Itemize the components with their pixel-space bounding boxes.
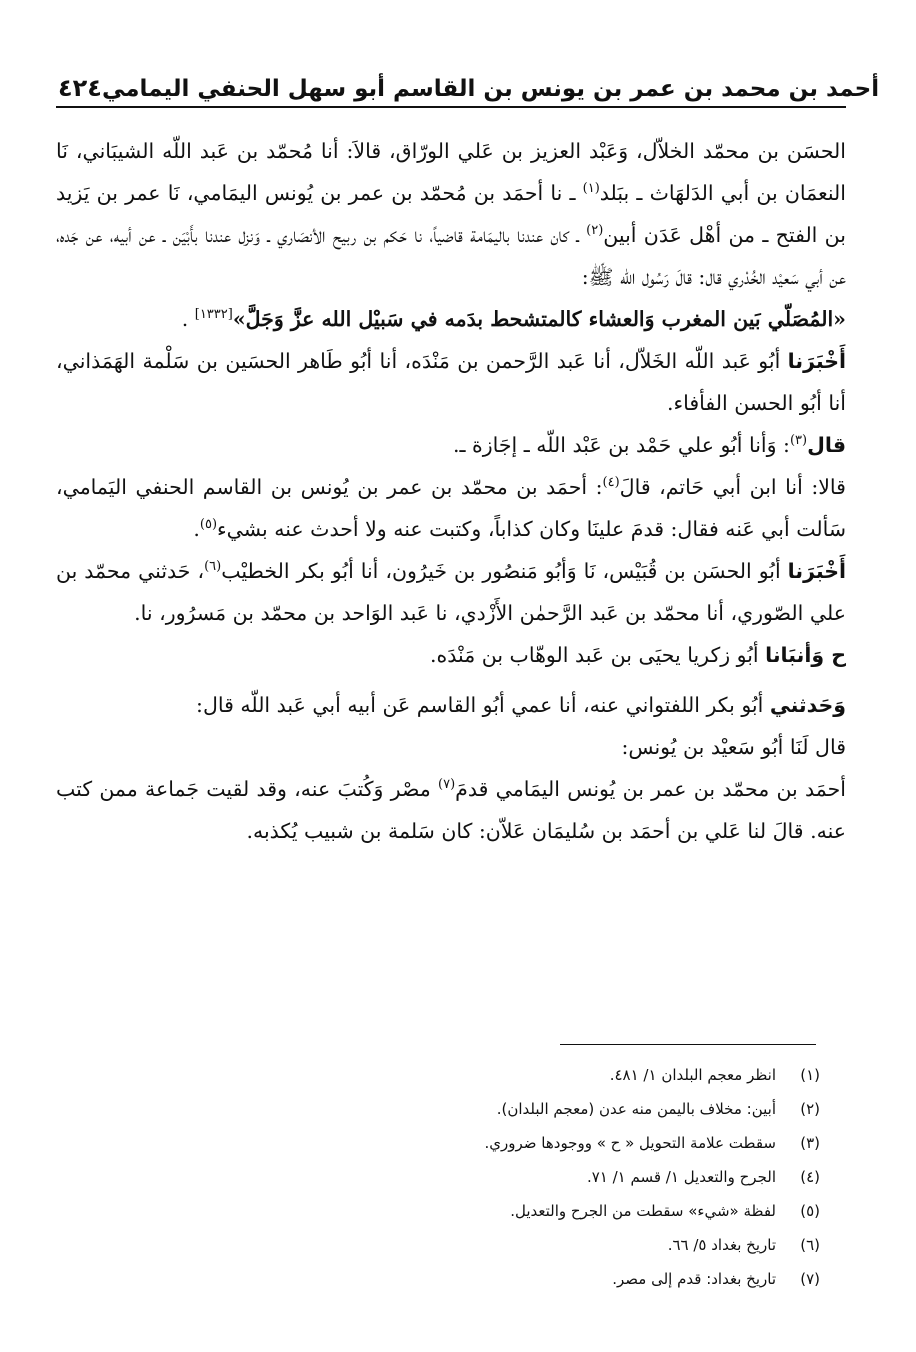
text-run: ـ كان عندنا باليمَامة قاضياً، نا حَكم بن ربيح الأنصَاري ـ وَنزل عندنا بأَبْيَن ـ عن أبيه، عن جَده، عن أبي سَعيْد الخُدْري قال: قالَ رَسُول الله ﷺ: — [56, 223, 846, 289]
text-run: : وَأنا أبُو علي حَمْد بن عَبْد اللّه ـ إجَازة ـ. — [452, 433, 790, 457]
footnote-number: (٦) — [800, 1236, 820, 1254]
paragraph-isnad-4 — [56, 550, 846, 634]
text-run: ـ نا أحمَد بن مُحمّد بن عمر بن يُونس اليمَامي، نَا عمر بن يَزيد بن الفتح ـ من أهْل عَدَن أبين — [56, 181, 846, 247]
footnote-ref: (٢) — [586, 223, 604, 239]
footnote-text: سقطت علامة التحويل « ح » ووجودها ضروري. — [484, 1134, 776, 1152]
text-run: أبُو عَبد اللّه الخَلاّل، أنا عَبد الرَّحمن بن مَنْدَه، أنا أبُو طَاهر الحسَين بن سَلْمة الهَمَذاني، أنا أبُو الحسن الفأفاء. — [56, 349, 846, 415]
paragraph-isnad-6 — [56, 684, 846, 726]
footnote-item — [56, 1126, 820, 1160]
text-run: أبُو بكر اللفتواني عنه، أنا عمي أبُو القاسم عَن أبيه أبي عَبد اللّه قال: — [196, 693, 770, 717]
text-run: قال لَنَا أبُو سَعيْد بن يُونس: — [621, 735, 846, 759]
footnote-ref: (٥) — [199, 517, 218, 533]
footnote-item — [56, 1160, 820, 1194]
paragraph-isnad-5 — [56, 634, 846, 676]
footnote-ref: (٤) — [602, 475, 620, 491]
running-header — [58, 62, 880, 102]
footnote-text: تاريخ بغداد ٥/ ٦٦. — [667, 1236, 776, 1254]
footnote-text: لفظة «شيء» سقطت من الجرح والتعديل. — [510, 1202, 776, 1220]
header-rule — [56, 106, 846, 108]
footnote-item — [56, 1058, 820, 1092]
text-run: . — [193, 517, 200, 541]
text-run: : أحمَد بن محمّد بن عمر بن يُونس بن القاسم الحنفي اليَمامي، سَألت أبي عَنه فقال: قدمَ علينَا وكان كذاباً، وكتبت عنه ولا أحدث عنه بشيء — [56, 475, 846, 541]
footnote-item — [56, 1262, 820, 1296]
footnote-item — [56, 1092, 820, 1126]
paragraph-isnad-3 — [56, 424, 846, 466]
footnote-ref: (٧) — [438, 777, 456, 793]
paragraph-isnad-1 — [56, 130, 846, 298]
footnote-number: (٤) — [800, 1168, 820, 1186]
keyword-qala: قال — [807, 433, 846, 457]
footnote-number: (١) — [800, 1066, 820, 1084]
keyword-anbaana: ح وَأنبَانا — [765, 643, 846, 667]
footnote-item — [56, 1194, 820, 1228]
footnote-item — [56, 1228, 820, 1262]
text-run: الحسَن بن محمّد الخلاّل، وَعَبْد العزيز بن عَلي الورّاق، قالاَ: أنا مُحمّد بن عَبد اللّه الشيبَاني، نَا النعمَان بن أبي الدَلهَاث ـ ببَلد — [56, 139, 846, 205]
paragraph-jarh — [56, 466, 846, 550]
footnote-text: أبين: مخلاف باليمن منه عدن (معجم البلدان). — [496, 1100, 776, 1118]
paragraph-isnad-2 — [56, 340, 846, 424]
footnote-number: (٢) — [800, 1100, 820, 1118]
hadith-text: «المُصَلّي بَين المغرب وَالعشاء كالمتشحط بدَمه في سَبيْل الله عزَّ وَجَلَّ»[١٣٣٢] . — [181, 307, 846, 331]
footnote-text: تاريخ بغداد: قدم إلى مصر. — [612, 1270, 776, 1288]
paragraph-qala-lana — [56, 726, 846, 768]
footnote-ref: (٣) — [789, 433, 808, 449]
footnotes — [56, 1058, 820, 1296]
footnote-number: (٣) — [800, 1134, 820, 1152]
page-number: ٤٢٤ — [58, 74, 102, 102]
text-run: مصْر وَكُتبَ عنه، وقد لقيت جَماعة ممن كتب عنه. قالَ لنا عَلي بن أحمَد بن سُليمَان عَلاّن: كان سَلمة بن شبيب يُكذبه. — [56, 777, 846, 843]
text-run: ، حَدثني محمّد بن علي الصّوري، أنا محمّد بن عَبد الرَّحمٰن الأَزْدي، نا عَبد الوَاحد بن محمّد بن مَسرُور، نا. — [56, 559, 846, 625]
footnote-ref: (٦) — [204, 559, 222, 575]
hadith-number: [١٣٣٢] — [194, 307, 233, 323]
text-run: أبُو زكريا يحيَى بن عَبد الوهّاب بن مَنْدَه. — [430, 643, 766, 667]
keyword-akhbarana: أَخْبَرَنا — [787, 559, 846, 583]
text-run: أحمَد بن محمّد بن عمر بن يُونس اليمَامي قدمَ — [455, 777, 846, 801]
text-run: قالا: أنا ابن أبي حَاتم، قالَ — [619, 475, 846, 499]
footnote-text: انظر معجم البلدان ١/ ٤٨١. — [609, 1066, 776, 1084]
footnote-number: (٥) — [800, 1202, 820, 1220]
keyword-haddathani: وَحَدثني — [769, 693, 846, 717]
keyword-akhbarana: أَخْبَرَنا — [787, 349, 846, 373]
main-text — [56, 130, 846, 852]
running-title: أحمد بن محمد بن عمر بن يونس بن القاسم أبو سهل الحنفي اليمامي — [101, 76, 880, 102]
text-run: أبُو الحسَن بن قُبَيْس، نَا وَأبُو مَنصُور بن خَيرُون، أنا أبُو بكر الخطيْب — [221, 559, 788, 583]
footnote-separator — [560, 1044, 816, 1045]
footnote-number: (٧) — [800, 1270, 820, 1288]
footnote-ref: (١) — [582, 181, 600, 197]
footnote-text: الجرح والتعديل ١/ قسم ١/ ٧١. — [586, 1168, 776, 1186]
paragraph-ibn-yunus — [56, 768, 846, 852]
hadith-matn: «المُصَلّي بَين المغرب وَالعشاء كالمتشحط بدَمه في سَبيْل الله عزَّ وَجَلَّ» — [232, 307, 846, 331]
